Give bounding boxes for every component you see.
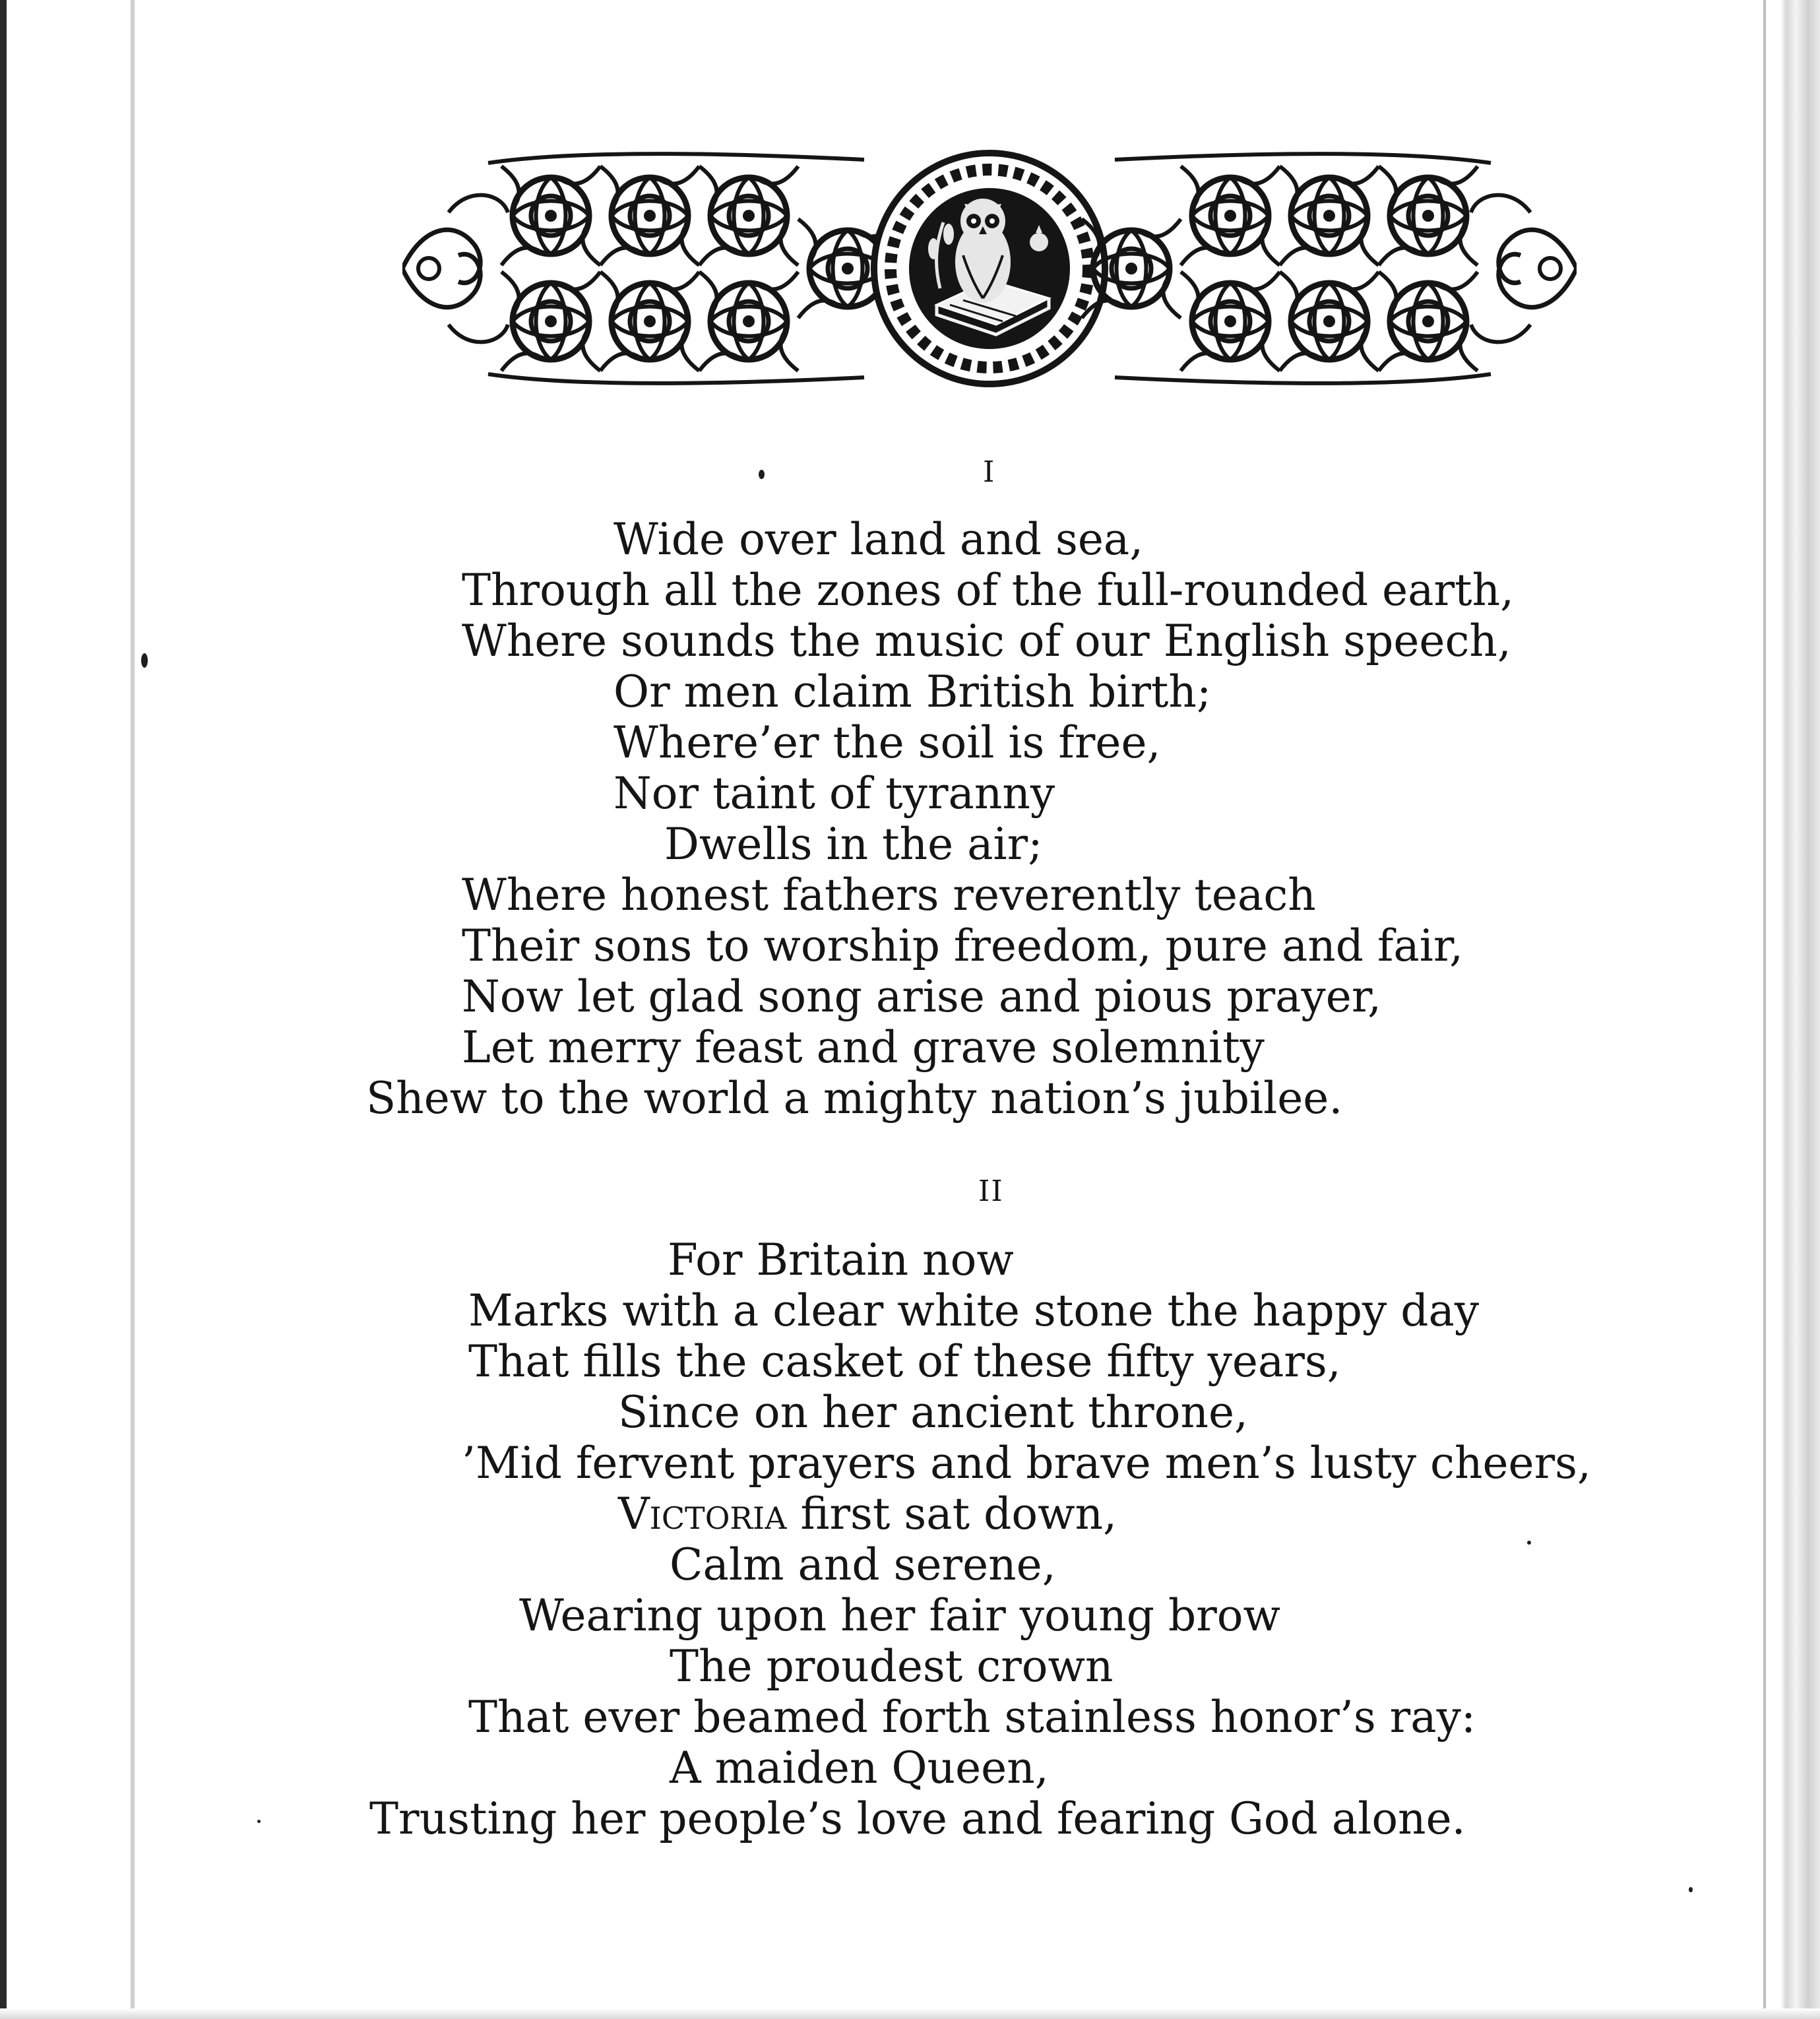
ink-speck [1527,1541,1531,1545]
verse-line: Dwells in the air; [664,819,1043,870]
page-gutter-line [131,0,135,2019]
owl-on-books-icon [874,153,1105,384]
queen-name: Victoria [618,1489,787,1539]
verse-line: Where sounds the music of our English speech, [462,616,1511,666]
ink-speck [141,653,148,668]
verse-line: Since on her ancient throne, [618,1387,1249,1438]
right-scroll-band [1082,166,1577,371]
verse-line: For Britain now [668,1234,1014,1285]
verse-line: Through all the zones of the full-rounded earth, [462,565,1515,616]
headpiece-ornament [402,146,1577,391]
verse-line: Trusting her people’s love and fearing God alone. [369,1793,1466,1844]
verse-line: Or men claim British birth; [613,666,1212,717]
ink-speck [257,1820,261,1823]
verse-line: A maiden Queen, [670,1743,1049,1793]
verse-line: Victoria first sat down, [618,1489,1117,1539]
ink-speck [1689,1887,1693,1892]
scan-edge-left [0,0,7,2019]
stanza-numeral: I [983,455,996,489]
verse-line: ’Mid fervent prayers and brave men’s lusty cheers, [462,1438,1591,1489]
verse-line: Shew to the world a mighty nation’s jubilee. [366,1073,1343,1124]
verse-line: That ever beamed forth stainless honor’s ray: [468,1692,1476,1743]
ink-speck [759,470,765,479]
left-scroll-band [402,166,897,371]
verse-line: Calm and serene, [670,1539,1056,1590]
verse-line: Wearing upon her fair young brow [519,1590,1281,1641]
verse-line: Let merry feast and grave solemnity [462,1022,1265,1073]
verse-line: Nor taint of tyranny [613,768,1055,819]
verse-line: Where honest fathers reverently teach [462,870,1316,920]
verse-line: Their sons to worship freedom, pure and fair, [462,920,1464,971]
verse-line: Marks with a clear white stone the happy day [468,1285,1480,1336]
page-edge-line [1763,0,1766,2019]
verse-line: The proudest crown [670,1641,1114,1692]
verse-line: That fills the casket of these fifty years, [468,1336,1341,1387]
verse-line: Wide over land and sea, [613,514,1144,565]
verse-line: Now let glad song arise and pious prayer, [462,971,1382,1022]
stanza-numeral: II [978,1174,1004,1208]
page-bottom-shadow [0,2008,1820,2019]
scan-edge-right [1780,0,1820,2019]
verse-line: Where’er the soil is free, [613,717,1161,768]
